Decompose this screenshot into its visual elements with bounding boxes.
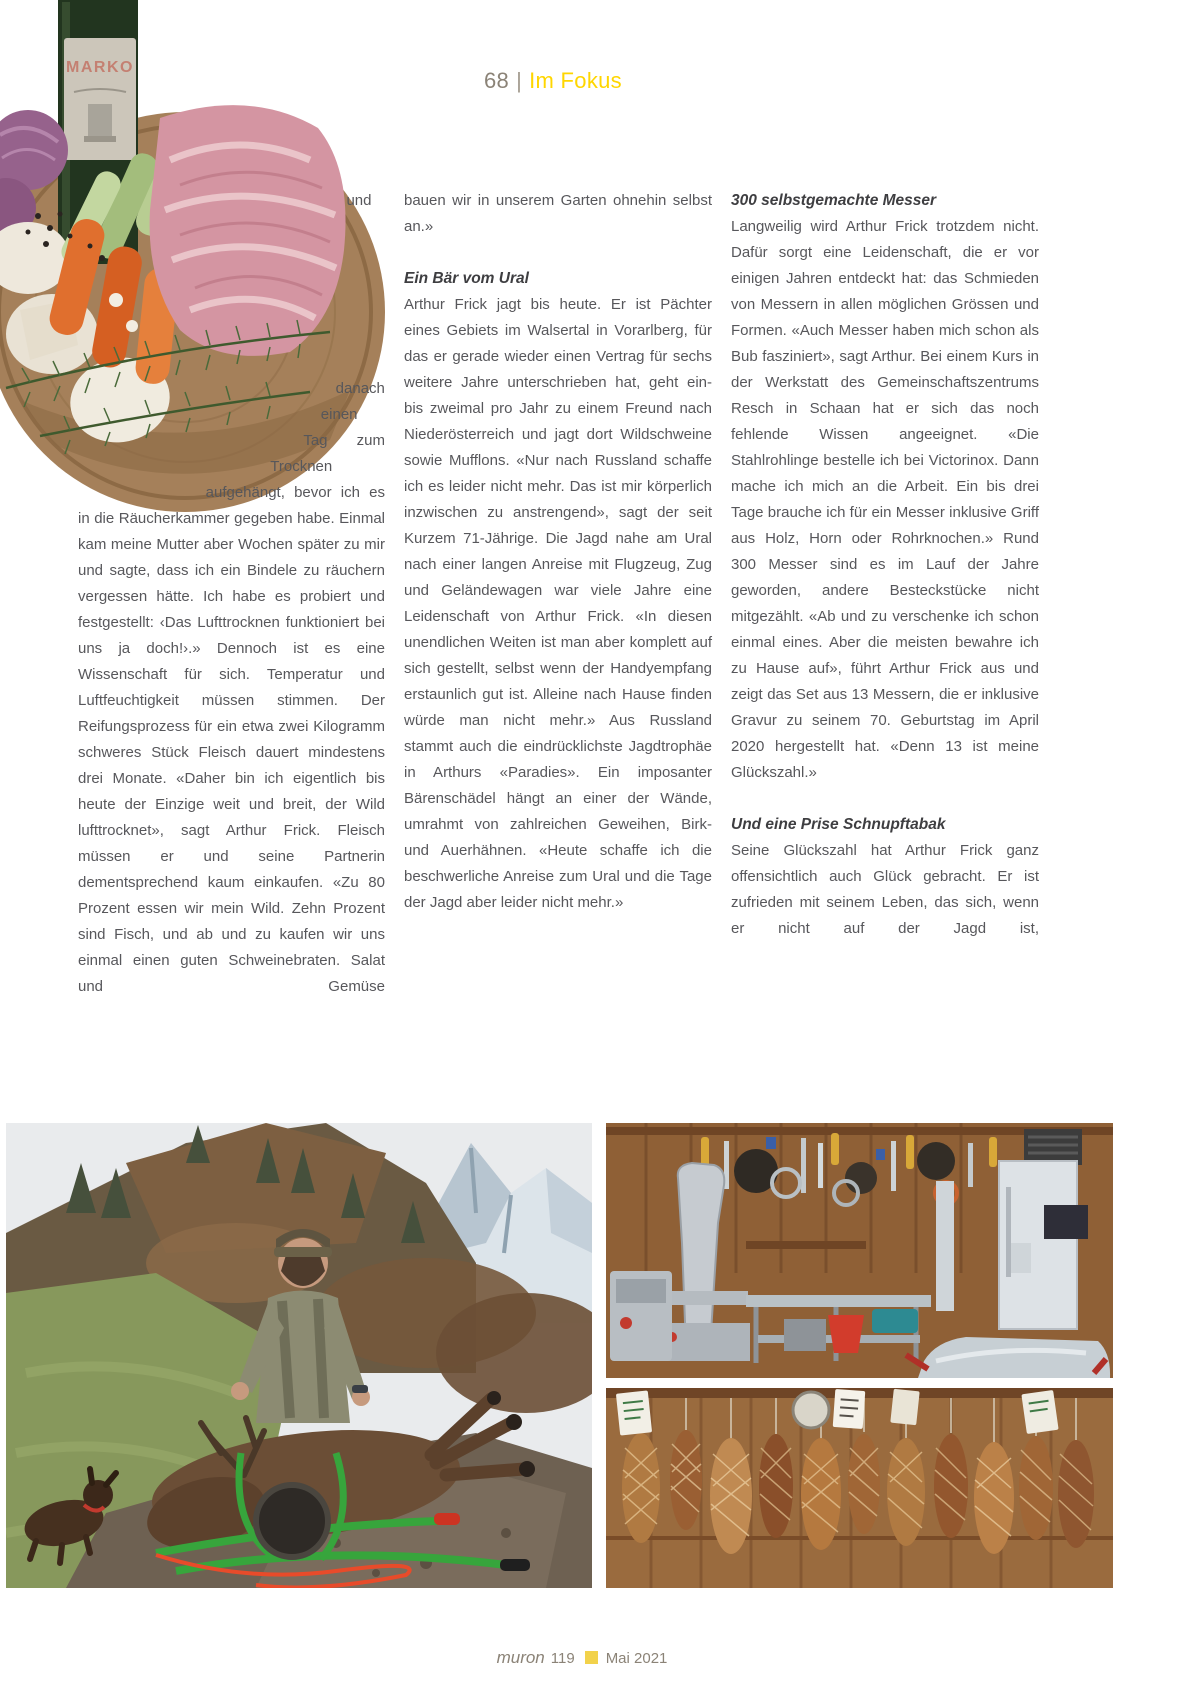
section-title: Im Fokus (529, 68, 622, 93)
page-header (484, 68, 622, 94)
subheading-300-messer: 300 selbstgemachte Messer (731, 192, 937, 209)
article-column-right (731, 188, 1039, 942)
subheading-ein-baer-vom-ural: Ein Bär vom Ural (404, 270, 529, 287)
steel-column (936, 1181, 954, 1311)
right-column-paragraph-1: Langweilig wird Arthur Frick trotzdem nicht. Dafür sorgt eine Leidenschaft, die er vor einigen Jahren entdeckt hat: das Schmieden von Messern in allen möglichen Grössen und Formen. «Auch Messer haben mich schon als Bub fasziniert», sagt Arthur. Bei einem Kurs in der Werkstatt des Gemeinschaftszentrums Resch in Schaan hat er sich das noch fehlende Wissen angeeignet. «Die Stahlrohlinge bestelle ich bei Victorinox. Dann mache ich mich an die Arbeit. Ein bis drei Tage brauche ich für ein Messer inklusive Griff aus Holz, Horn oder Rohrknochen.» Rund 300 Messer sind es im Lauf der Jahre geworden, andere Besteckstücke nicht mitgezählt. «Ab und zu verschenke ich schon einmal eines. Aber die meisten bewahre ich zu Hause auf», führt Arthur Frick aus und zeigt das Set aus 13 Messern, die er inklusive Gravur zu seinem 70. Geburtstag im April 2020 hergestellt hat. «Denn 13 ist meine Glückszahl.» (731, 218, 1039, 781)
sausage-photo-illustration (606, 1388, 1113, 1588)
footer-date: Mai 2021 (605, 1650, 668, 1667)
article-column-middle (404, 188, 712, 916)
footer-separator-square (585, 1651, 598, 1664)
vent-grille (1024, 1129, 1082, 1165)
workshop-photo (606, 1123, 1113, 1378)
page-footer (0, 1648, 1164, 1668)
white-door (999, 1161, 1088, 1329)
sausage-photo (606, 1388, 1113, 1588)
bottle-label-text: MARKO (66, 59, 134, 76)
hunter-photo (6, 1123, 592, 1588)
teal-tub (872, 1309, 918, 1333)
page-number: 68 (484, 68, 510, 93)
subheading-schnupftabak: Und eine Prise Schnupftabak (731, 816, 946, 833)
issue-number: 119 (550, 1650, 575, 1667)
meat-grinder (610, 1271, 672, 1361)
middle-intro-paragraph: bauen wir in unserem Garten ohnehin selbst an.» (404, 192, 712, 235)
magazine-name: muron (496, 1648, 545, 1667)
header-divider: | (516, 68, 523, 93)
middle-column-paragraph: Arthur Frick jagt bis heute. Er ist Pächter eines Gebiets im Walsertal in Vorarlberg, für das er gerade wieder einen Vertrag für sechs weitere Jahre unterschrieben hat, geht ein- bis zweimal pro Jahr zu einem Freund nach Niederösterreich und jagt dort Wildschweine sowie Mufflons. «Nur nach Russland schaffe ich es leider nicht mehr. Das ist mir körperlich inzwischen zu anstrengend», sagt der seit Kurzem 71-Jährige. Die Jagd nahe am Ural nach einer langen Anreise mit Flugzeug, Zug und Geländewagen war viele Jahre eine Leidenschaft von Arthur Frick. «In diesen unendlichen Weiten ist man aber komplett auf sich gestellt, selbst wenn der Handyempfang erstaunlich gut ist. Alleine nach Hause finden würde man nicht mehr.» Aus Russland stammt auch die eindrücklichste Jagdtrophäe in Arthurs «Paradies». Ein imposanter Bärenschädel hängt an einer der Wände, umrahmt von zahlreichen Geweihen, Birk- und Auerhähnen. «Heute schaffe ich die beschwerliche Anreise zum Ural und die Tage der Jagd aber leider nicht mehr.» (404, 296, 712, 911)
right-column-paragraph-2: Seine Glückszahl hat Arthur Frick ganz offensichtlich auch Glück gebracht. Er ist zufrieden mit seinem Leben, das sich, wenn er nicht auf der Jagd ist, (731, 842, 1039, 937)
hunter-photo-illustration (6, 1123, 592, 1588)
left-column-paragraph: und danach einen Tag zum Trocknen aufgehängt, bevor ich es in die Räucherkammer gegeben habe. Einmal kam meine Mutter aber Wochen später zu mir und sagte, dass ich ein Bindele zu räuchern vergessen hätte. Ich habe es probiert und festgestellt: ‹Das Lufttrocknen funktioniert bei uns ja doch!›.» Dennoch ist es eine Wissenschaft für sich. Temperatur und Luftfeuchtigkeit müssen stimmen. Der Reifungsprozess für ein etwa zwei Kilogramm schweres Stück Fleisch dauert mindestens drei Monate. «Daher bin ich eigentlich bis heute der Einzige weit und breit, der Wild lufttrocknet», sagt Arthur Frick. Fleisch müssen er und seine Partnerin dementsprechend kaum einkaufen. «Zu 80 Prozent essen wir mein Wild. Zehn Prozent sind Fisch, und ab und zu kaufen wir uns einmal einen guten Schweinebraten. Salat und Gemüse (78, 192, 385, 995)
red-bucket (828, 1315, 864, 1353)
workshop-photo-illustration (606, 1123, 1113, 1378)
article-column-left (78, 188, 385, 1000)
